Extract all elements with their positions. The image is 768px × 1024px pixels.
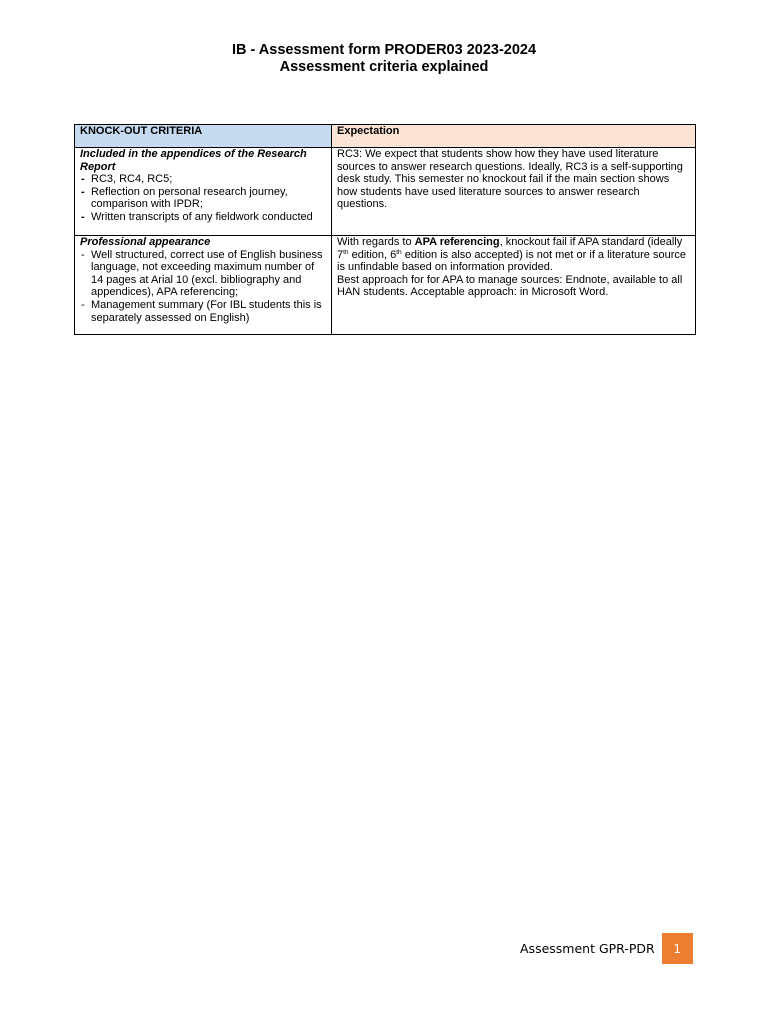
apa-referencing-emphasis: APA referencing	[414, 236, 500, 248]
table-header-row	[75, 125, 696, 148]
document-title-block	[0, 42, 768, 76]
criteria-cell	[75, 236, 332, 335]
dash-bullet: -	[81, 173, 85, 186]
list-item-text: Management summary (For IBL students this is separately assessed on English)	[91, 298, 322, 324]
header-expectation: Expectation	[332, 125, 696, 148]
list-item-text: RC3, RC4, RC5;	[91, 173, 173, 186]
page-footer	[520, 933, 693, 964]
list-item-text: Reflection on personal research journey, comparison with IPDR;	[91, 185, 288, 211]
list-item	[80, 173, 326, 186]
criteria-title: Professional appearance	[80, 236, 211, 248]
table-row	[75, 148, 696, 236]
footer-label: Assessment GPR-PDR	[520, 941, 655, 956]
superscript-th: th	[343, 248, 349, 256]
criteria-table	[74, 124, 696, 335]
criteria-list	[80, 249, 326, 325]
header-knock-out-criteria: KNOCK-OUT CRITERIA	[75, 125, 332, 148]
list-item	[80, 249, 326, 299]
expectation-cell	[332, 236, 696, 335]
superscript-th: th	[396, 248, 402, 256]
expectation-text-line2: Best approach for for APA to manage sources: Endnote, available to all HAN students. Acceptable approach: in Microsoft Word.	[337, 273, 683, 299]
list-item	[80, 211, 326, 224]
dash-bullet: -	[81, 298, 85, 311]
expectation-text	[337, 236, 686, 273]
criteria-title: Included in the appendices of the Research Report	[80, 148, 307, 173]
expectation-text-part: edition is also accepted) is not met or if a literature source is unfindable based on information provided.	[337, 248, 686, 274]
dash-bullet: -	[81, 248, 85, 261]
document-title: IB - Assessment form PRODER03 2023-2024	[231, 42, 537, 58]
page-number-badge: 1	[662, 933, 693, 964]
dash-bullet: -	[81, 185, 85, 198]
list-item-text: Written transcripts of any fieldwork conducted	[91, 210, 313, 223]
table-row	[75, 236, 696, 335]
list-item	[80, 186, 326, 211]
list-item	[80, 299, 326, 324]
expectation-text-part: With regards to	[337, 236, 415, 248]
list-item-text: Well structured, correct use of English business language, not exceeding maximum number of 14 pages at Arial 10 (excl. bibliography and appendices), APA referencing;	[91, 248, 323, 299]
criteria-list	[80, 173, 326, 223]
expectation-cell: RC3: We expect that students show how they have used literature sources to answer research questions. Ideally, RC3 is a self-supporting desk study. This semester no knockout fail if the main section shows how students have used literature sources to answer research questions.	[332, 148, 696, 236]
expectation-text-part: , knockout fail if APA standard (ideally 7	[337, 236, 683, 261]
dash-bullet: -	[81, 210, 85, 223]
expectation-text-part: edition, 6	[348, 248, 397, 261]
criteria-cell	[75, 148, 332, 236]
document-subtitle: Assessment criteria explained	[279, 59, 489, 75]
